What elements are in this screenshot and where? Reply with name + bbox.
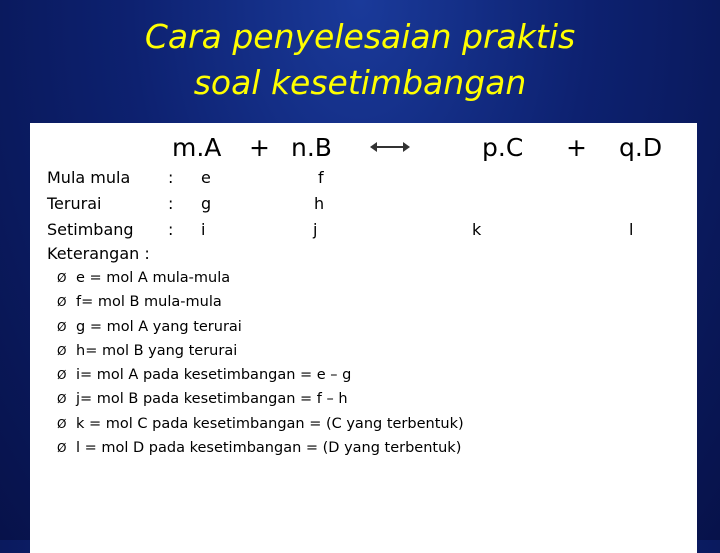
notes-list bbox=[57, 266, 464, 460]
keterangan-label: Keterangan : bbox=[47, 244, 150, 263]
arrow-bullet-icon: Ø bbox=[57, 416, 67, 431]
title-line-2: soal kesetimbangan bbox=[193, 63, 527, 102]
list-item: Ø f= mol B mula-mula bbox=[57, 290, 464, 314]
title-line-1: Cara penyelesaian praktis bbox=[144, 17, 576, 56]
reactant-b: n.B bbox=[291, 133, 332, 162]
product-d: q.D bbox=[619, 133, 663, 162]
product-c: p.C bbox=[482, 133, 524, 162]
row-value-d: l bbox=[629, 220, 634, 239]
list-item: Ø h= mol B yang terurai bbox=[57, 339, 464, 363]
row-label-terurai: Terurai bbox=[47, 194, 102, 213]
row-value-b: h bbox=[314, 194, 325, 213]
list-item: Ø e = mol A mula-mula bbox=[57, 266, 464, 290]
slide-title bbox=[0, 14, 720, 106]
row-value-a: i bbox=[201, 220, 206, 239]
arrow-bullet-icon: Ø bbox=[57, 295, 67, 310]
row-colon: : bbox=[168, 168, 174, 187]
row-value-c: k bbox=[472, 220, 482, 239]
list-item: Ø l = mol D pada kesetimbangan = (D yang terbentuk) bbox=[57, 436, 464, 460]
equilibrium-arrow-icon bbox=[370, 140, 410, 154]
row-value-b: f bbox=[318, 168, 324, 187]
plus-sign-2: + bbox=[566, 133, 587, 162]
row-colon: : bbox=[168, 194, 174, 213]
reactant-a: m.A bbox=[172, 133, 222, 162]
row-value-a: e bbox=[201, 168, 211, 187]
list-item: Ø k = mol C pada kesetimbangan = (C yang terbentuk) bbox=[57, 412, 464, 436]
arrow-bullet-icon: Ø bbox=[57, 319, 67, 334]
list-item: Ø j= mol B pada kesetimbangan = f – h bbox=[57, 387, 464, 411]
list-item: Ø i= mol A pada kesetimbangan = e – g bbox=[57, 363, 464, 387]
list-item: Ø g = mol A yang terurai bbox=[57, 315, 464, 339]
row-value-b: j bbox=[313, 220, 318, 239]
arrow-bullet-icon: Ø bbox=[57, 271, 67, 285]
arrow-bullet-icon: Ø bbox=[57, 343, 67, 358]
row-value-a: g bbox=[201, 194, 212, 213]
row-label-mula: Mula mula bbox=[47, 168, 131, 187]
row-label-setimbang: Setimbang bbox=[47, 220, 134, 239]
row-colon: : bbox=[168, 220, 174, 239]
arrow-bullet-icon: Ø bbox=[57, 368, 67, 383]
arrow-bullet-icon: Ø bbox=[57, 441, 67, 456]
plus-sign-1: + bbox=[249, 133, 270, 162]
arrow-bullet-icon: Ø bbox=[57, 392, 67, 407]
